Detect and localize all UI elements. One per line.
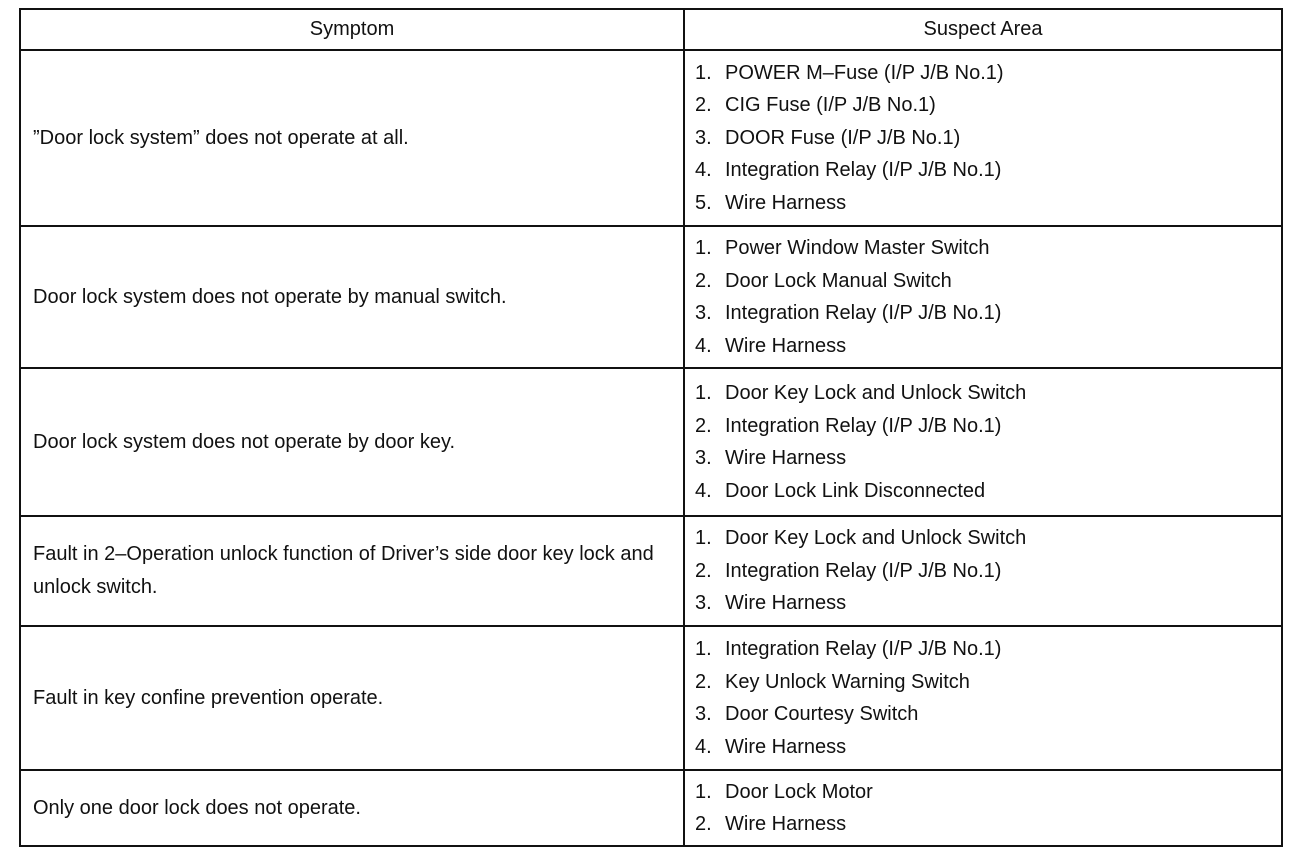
list-item-text: Integration Relay (I/P J/B No.1) — [725, 414, 1002, 437]
suspect-area-list — [695, 232, 1271, 362]
list-item-number: 3. — [695, 126, 712, 149]
list-item-number: 1. — [695, 237, 712, 259]
suspect-area-cell — [684, 516, 1282, 626]
list-item — [695, 475, 1271, 508]
list-item-number: 2. — [695, 813, 712, 835]
list-item-number: 1. — [695, 638, 712, 660]
list-item — [695, 265, 1271, 298]
list-item — [695, 587, 1271, 620]
list-item — [695, 232, 1271, 265]
symptom-cell: Door lock system does not operate by door key. — [20, 368, 684, 516]
list-item-text: Integration Relay (I/P J/B No.1) — [725, 159, 1002, 182]
list-item-text: Door Lock Link Disconnected — [725, 479, 986, 502]
list-item-text: Key Unlock Warning Switch — [725, 670, 970, 693]
list-item-number: 3. — [695, 703, 712, 725]
list-item-text: Door Courtesy Switch — [725, 703, 919, 725]
list-item-number: 1. — [695, 527, 712, 550]
list-item — [695, 410, 1271, 443]
table-row — [20, 50, 1282, 226]
list-item-text: Door Key Lock and Unlock Switch — [725, 527, 1027, 550]
table-row — [20, 226, 1282, 368]
list-item — [695, 522, 1271, 555]
list-item — [695, 698, 1271, 731]
list-item-text: Wire Harness — [725, 592, 847, 615]
list-item-number: 4. — [695, 479, 712, 502]
list-item-number: 4. — [695, 159, 712, 182]
list-item-number: 5. — [695, 191, 712, 214]
list-item-text: CIG Fuse (I/P J/B No.1) — [725, 94, 936, 117]
troubleshooting-page — [19, 8, 1281, 836]
list-item — [695, 122, 1271, 155]
table-row — [20, 770, 1282, 846]
list-item — [695, 731, 1271, 764]
symptom-cell: Fault in 2–Operation unlock function of Driver’s side door key lock and unlock switch. — [20, 516, 684, 626]
list-item-number: 2. — [695, 670, 712, 693]
list-item-number: 4. — [695, 334, 712, 357]
list-item-text: Wire Harness — [725, 334, 847, 357]
list-item-text: Integration Relay (I/P J/B No.1) — [725, 638, 1002, 660]
table-body — [20, 50, 1282, 846]
list-item — [695, 57, 1271, 90]
list-item-number: 4. — [695, 735, 712, 758]
suspect-area-list — [695, 522, 1271, 620]
list-item-number: 1. — [695, 382, 712, 404]
list-item-text: Door Key Lock and Unlock Switch — [725, 382, 1027, 404]
suspect-area-header: Suspect Area — [684, 9, 1282, 50]
list-item-text: Wire Harness — [725, 447, 847, 469]
list-item — [695, 555, 1271, 588]
list-item-text: Power Window Master Switch — [725, 237, 990, 259]
table-header-row — [20, 9, 1282, 50]
list-item-text: Wire Harness — [725, 735, 847, 758]
list-item — [695, 89, 1271, 122]
suspect-area-list — [695, 633, 1271, 763]
list-item-text: Integration Relay (I/P J/B No.1) — [725, 302, 1002, 324]
symptom-header: Symptom — [20, 9, 684, 50]
list-item — [695, 776, 1271, 809]
symptom-cell: Fault in key confine prevention operate. — [20, 626, 684, 770]
symptom-cell: Only one door lock does not operate. — [20, 770, 684, 846]
list-item-number: 2. — [695, 94, 712, 117]
list-item-text: POWER M–Fuse (I/P J/B No.1) — [725, 61, 1004, 84]
list-item-number: 2. — [695, 269, 712, 292]
list-item-text: Wire Harness — [725, 191, 847, 214]
list-item — [695, 633, 1271, 666]
list-item-text: Wire Harness — [725, 813, 847, 835]
table-row — [20, 368, 1282, 516]
list-item — [695, 808, 1271, 841]
symptom-cell: Door lock system does not operate by manual switch. — [20, 226, 684, 368]
suspect-area-list — [695, 377, 1271, 507]
list-item — [695, 154, 1271, 187]
list-item — [695, 297, 1271, 330]
list-item — [695, 442, 1271, 475]
symptom-cell: ”Door lock system” does not operate at all. — [20, 50, 684, 226]
list-item — [695, 377, 1271, 410]
table-row — [20, 626, 1282, 770]
list-item — [695, 187, 1271, 220]
list-item — [695, 330, 1271, 363]
suspect-area-list — [695, 776, 1271, 841]
suspect-area-cell — [684, 226, 1282, 368]
suspect-area-cell — [684, 368, 1282, 516]
list-item-text: Integration Relay (I/P J/B No.1) — [725, 559, 1002, 582]
list-item-text: Door Lock Manual Switch — [725, 269, 952, 292]
list-item — [695, 666, 1271, 699]
table-row — [20, 516, 1282, 626]
list-item-number: 2. — [695, 414, 712, 437]
list-item-number: 1. — [695, 780, 712, 803]
suspect-area-cell — [684, 770, 1282, 846]
suspect-area-list — [695, 57, 1271, 220]
suspect-area-cell — [684, 626, 1282, 770]
list-item-number: 2. — [695, 559, 712, 582]
list-item-number: 3. — [695, 447, 712, 469]
suspect-area-cell — [684, 50, 1282, 226]
list-item-number: 3. — [695, 302, 712, 324]
list-item-text: DOOR Fuse (I/P J/B No.1) — [725, 126, 961, 149]
symptom-table — [19, 8, 1283, 847]
list-item-number: 3. — [695, 592, 712, 615]
list-item-text: Door Lock Motor — [725, 780, 873, 803]
list-item-number: 1. — [695, 61, 712, 84]
